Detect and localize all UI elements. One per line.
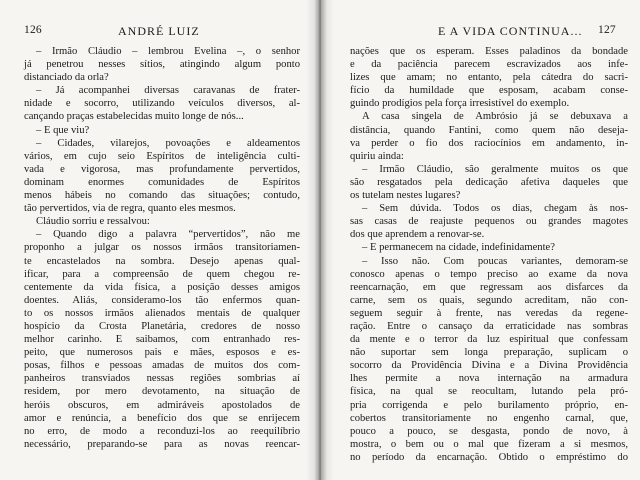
text-line: são resgatados pela dedicação afetiva daqueles que bbox=[350, 176, 628, 188]
text-line: quiriu ainda: bbox=[350, 150, 404, 162]
text-line: dos que aprendem a renovar-se. bbox=[350, 229, 485, 241]
text-line: ração. Entre o cansaço da erraticidade nas sombras bbox=[350, 320, 628, 332]
text-line: da mente e o terror da luz espiritual que confessam bbox=[350, 334, 628, 346]
text-line: posas, filhos e pessoas amadas de muitos dos com- bbox=[24, 360, 300, 372]
page-number: 126 bbox=[24, 24, 42, 36]
text-line: – E que viu? bbox=[36, 124, 90, 136]
text-line: nidade e socorro, utilizando veículos diversos, al- bbox=[24, 98, 300, 110]
text-line: heróis obscuros, em admiráveis apostolados de bbox=[24, 399, 300, 411]
text-line: pria corrigenda e pelo burilamento próprio, en- bbox=[350, 399, 628, 411]
text-line: residem, por mero devotamento, na situação de bbox=[24, 386, 300, 398]
text-line: A casa singela de Ambrósio já se debuxava a bbox=[362, 111, 628, 123]
text-line: peito, que numerosos pais e mães, esposos e es- bbox=[24, 347, 300, 359]
text-line: vários, em cujo seio Espíritos de inteligência culti- bbox=[24, 150, 300, 162]
text-line: não suportar sem longa preparação, suplicam o bbox=[350, 347, 628, 359]
text-line: doentes. Aliás, consideramo-los tão enfermos quan- bbox=[24, 294, 300, 306]
page-text bbox=[24, 45, 300, 451]
text-line: dominam enormes comunidades de Espíritos bbox=[24, 176, 300, 188]
text-line: já penetrou nesses sítios, atingindo algum ponto bbox=[24, 59, 300, 71]
text-line: amor e renúncia, a benefício dos que se enrijecem bbox=[24, 412, 300, 424]
text-line: menos hábeis no comando das situações; contudo, bbox=[24, 190, 300, 202]
text-line: – E permanecem na cidade, indefinidamente? bbox=[362, 242, 555, 254]
text-line: lhes permite a nova internação na armadura bbox=[350, 373, 628, 385]
text-line: va perder o fio dos raciocínios em andamento, in- bbox=[350, 137, 628, 149]
text-line: – Já acompanhei diversas caravanas de frater- bbox=[36, 85, 300, 97]
text-line: cobertos transitoriamente no engenho carnal, que, bbox=[350, 412, 628, 424]
text-line: fício da humildade que esposam, acabam conse- bbox=[350, 85, 628, 97]
text-line: – Quando digo a palavra “pervertidos”, não me bbox=[36, 229, 300, 241]
text-line: te encastelados na sombra. Desejo apenas qual- bbox=[24, 255, 300, 267]
right-page bbox=[320, 0, 640, 480]
text-line: conosco apenas o tempo preciso ao exame da nova bbox=[350, 268, 628, 280]
text-line: hospício da Crosta Planetária, credores de nosso bbox=[24, 320, 300, 332]
text-line: – Irmão Cláudio, são geralmente muitos os que bbox=[362, 163, 628, 175]
text-line: – Sem dúvida. Todos os dias, chegam às nos- bbox=[362, 203, 628, 215]
running-head: E A VIDA CONTINUA... bbox=[438, 24, 583, 38]
text-line: reencarnação, em que regressam aos disfarces da bbox=[350, 281, 628, 293]
text-line: to os nossos irmãos alienados mentais de qualquer bbox=[24, 307, 300, 319]
text-line: e da paciência parecem escravizados aos infe- bbox=[350, 59, 628, 71]
text-line: proponho a julgar os nossos irmãos transitoriamen- bbox=[24, 242, 300, 254]
text-line: melhor carinho. E saibamos, com entranhado res- bbox=[24, 334, 300, 346]
text-line: guindo prodígios pela força irresistível do exemplo. bbox=[350, 98, 570, 110]
text-line: Cláudio sorriu e ressalvou: bbox=[36, 216, 150, 228]
text-line: ificar, para a compreensão de quem chegou re- bbox=[24, 268, 300, 280]
text-line: – Cidades, vilarejos, povoações e aldeamentos bbox=[36, 137, 300, 149]
text-line: distanciado da orla? bbox=[24, 72, 109, 84]
text-line: nações que os esperam. Esses paladinos da bondade bbox=[350, 46, 628, 57]
page-number: 127 bbox=[598, 24, 616, 36]
text-line: no erro, de modo a reconduzi-los ao reequilíbrio bbox=[24, 425, 300, 437]
text-line: no período da encarnação. Obtido o empréstimo do bbox=[350, 451, 628, 463]
text-line: necessário, preparando-se para as novas reencar- bbox=[24, 438, 300, 450]
left-page bbox=[0, 0, 318, 480]
text-line: distância, quando Fantini, como quem não deseja- bbox=[350, 124, 628, 136]
text-line: – Isso não. Com poucas variantes, demoram-se bbox=[362, 255, 628, 267]
text-line: cançando praças estabelecidas muito longe de nós... bbox=[24, 111, 244, 123]
text-line: os tutelam nestes lugares? bbox=[350, 190, 461, 202]
text-line: lizes que amam; no entanto, pela cátedra do sacri- bbox=[350, 72, 628, 84]
text-line: centemente da vida física, a posição desses amigos bbox=[24, 281, 300, 293]
running-head: ANDRÉ LUIZ bbox=[118, 24, 200, 38]
text-line: socorro da Providência Divina e a Divina Providência bbox=[350, 360, 628, 372]
text-line: sas casas de reajuste pequenos ou grandes magotes bbox=[350, 216, 628, 228]
page-text bbox=[350, 45, 628, 464]
text-line: – Irmão Cláudio – lembrou Evelina –, o senhor bbox=[36, 46, 300, 57]
text-line: mostra, o bem ou o mal que fizeram a si mesmos, bbox=[350, 438, 628, 450]
text-line: seguem seguir à frente, nas veredas da regene- bbox=[350, 307, 628, 319]
text-line: vada e vigorosa, mas profundamente pervertidos, bbox=[24, 163, 300, 175]
text-line: tão pervertidos, via de regra, quanto eles mesmos. bbox=[24, 203, 236, 215]
text-line: carne, sem os quais, segundo acreditam, não con- bbox=[350, 294, 628, 306]
text-line: panheiros transviados nessas regiões sombrias aí bbox=[24, 373, 300, 385]
text-line: pouco a pouco, se desgasta, pondo de novo, à bbox=[350, 425, 628, 437]
text-line: física, na qual se reocultam, lutando pela pró- bbox=[350, 386, 628, 398]
